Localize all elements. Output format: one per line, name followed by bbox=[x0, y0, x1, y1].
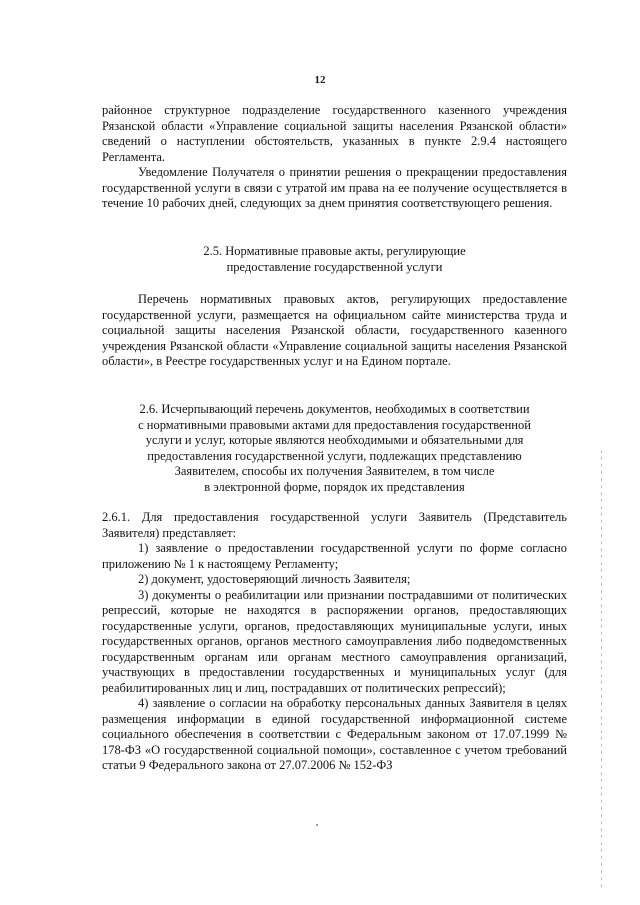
intro-paragraph-1: районное структурное подразделение государственного казенного учреждения Рязанской области «Управление социальной защиты населения Рязанской области» сведений о наступлении обстоятельств, указанных в пункте 2.9.4 настоящего Регламента. bbox=[102, 103, 567, 164]
list-item-1: 1) заявление о предоставлении государственной услуги по форме согласно приложению № 1 к настоящему Регламенту; bbox=[102, 541, 567, 571]
list-item-3: 3) документы о реабилитации или признании пострадавшими от политических репрессий, которые не находятся в распоряжении органов, предоставляющих государственные услуги, органов, предоставляющих муниципальные услуги, иных государственных органов, органов местного самоуправления либо подведомственных государственным органам или органам местного самоуправления организаций, участвующих в предоставлении государственных и муниципальных услуг (для реабилитированных лиц и лиц, пострадавших от политических репрессий); bbox=[102, 587, 567, 695]
intro-paragraph-2: Уведомление Получателя о принятии решения о прекращении предоставления государственной услуги в связи с утратой им права на ее получение осуществляется в течение 10 рабочих дней, следующих за днем принятия соответствующего решения. bbox=[102, 165, 567, 210]
section-2-6-heading bbox=[102, 402, 567, 495]
paragraph-2-6-1: 2.6.1. Для предоставления государственной услуги Заявитель (Представитель Заявителя) представляет: bbox=[102, 510, 567, 540]
section-2-5-heading bbox=[102, 244, 567, 275]
section-2-6-1-block bbox=[102, 510, 567, 774]
section-2-6-heading-line: предоставления государственной услуги, подлежащих представлению bbox=[147, 448, 522, 463]
scan-edge-line bbox=[601, 450, 602, 890]
page-number: 12 bbox=[314, 74, 326, 86]
section-2-5-heading-line1: 2.5. Нормативные правовые акты, регулирующие bbox=[203, 244, 466, 258]
section-2-6-heading-line: в электронной форме, порядок их представления bbox=[204, 479, 465, 494]
list-item-2: 2) документ, удостоверяющий личность Заявителя; bbox=[138, 572, 411, 586]
intro-block bbox=[102, 103, 567, 212]
section-2-6-heading-line: Заявителем, способы их получения Заявителем, в том числе bbox=[174, 464, 495, 478]
section-2-5-body: Перечень нормативных правовых актов, регулирующих предоставление государственной услуги, размещается на официальном сайте министерства труда и социальной защиты населения Рязанской области, государственного казенного учреждения Рязанской области «Управление социальной защиты населения Рязанской области», в Реестре государственных услуг и на Едином портале. bbox=[102, 292, 567, 368]
section-2-5-body-block bbox=[102, 292, 567, 370]
section-2-6-heading-line: 2.6. Исчерпывающий перечень документов, необходимых в соответствии bbox=[139, 402, 530, 416]
scan-speck bbox=[316, 824, 318, 826]
section-2-6-heading-line: с нормативными правовыми актами для предоставления государственной bbox=[138, 417, 531, 432]
section-2-6-heading-line: услуги и услуг, которые являются необходимыми и обязательными для bbox=[145, 433, 524, 447]
list-item-4: 4) заявление о согласии на обработку персональных данных Заявителя в целях размещения информации в единой государственной информационной системе социального обеспечения в соответствии с Федеральным законом от 17.07.1999 № 178-ФЗ «О государственной социальной помощи», составленное с учетом требований статьи 9 Федерального закона от 27.07.2006 № 152-ФЗ bbox=[102, 696, 567, 772]
section-2-5-heading-line2: предоставление государственной услуги bbox=[226, 259, 443, 274]
